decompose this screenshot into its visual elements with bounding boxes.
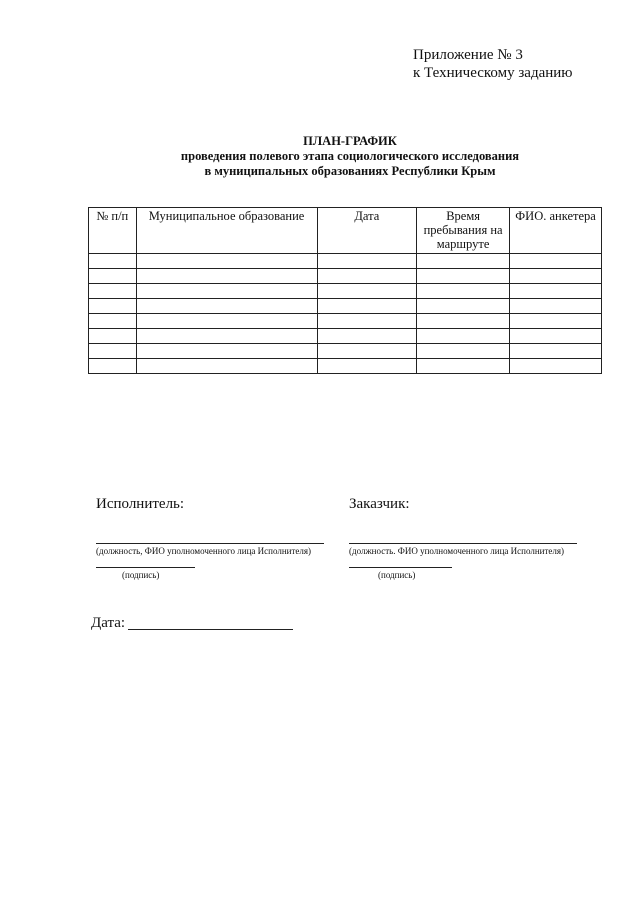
table-cell [510,299,602,314]
table-row [89,359,602,374]
table-cell [417,284,510,299]
table-cell [510,284,602,299]
table-cell [89,299,137,314]
table-cell [89,344,137,359]
header-number: № п/п [89,208,137,254]
appendix-note [413,46,573,82]
table-cell [510,344,602,359]
appendix-reference: к Техническому заданию [413,65,573,81]
table-row [89,284,602,299]
table-cell [136,254,317,269]
table-cell [317,299,417,314]
table-cell [317,329,417,344]
schedule-table [88,207,602,374]
executor-position-line [96,543,324,544]
table-body [89,254,602,374]
table-row [89,329,602,344]
title-subtitle-2: в муниципальных образованиях Республики Крым [204,164,496,178]
table-header-row [89,208,602,254]
table-cell [317,269,417,284]
header-time-on-route: Время пребывания на маршруте [417,208,510,254]
table-cell [417,329,510,344]
table-cell [510,254,602,269]
customer-position-line [349,543,577,544]
date-label: Дата: [91,615,126,631]
table-row [89,314,602,329]
table-cell [89,314,137,329]
table-cell [317,359,417,374]
table-cell [510,329,602,344]
table-cell [417,269,510,284]
table-cell [317,284,417,299]
table-cell [317,254,417,269]
table-cell [136,359,317,374]
table-cell [136,344,317,359]
executor-heading: Исполнитель: [96,496,185,512]
table-row [89,299,602,314]
header-interviewer-name: ФИО. анкетера [510,208,602,254]
table-cell [317,314,417,329]
table-cell [417,314,510,329]
table-cell [417,299,510,314]
title-subtitle-1: проведения полевого этапа социологического исследования [180,149,520,163]
customer-signature-caption: (подпись) [378,570,416,580]
document-title [150,134,550,179]
table-row [89,254,602,269]
customer-position-caption: (должность. ФИО уполномоченного лица Исполнителя) [349,546,565,556]
executor-signature-line [96,567,195,568]
table-cell [317,344,417,359]
title-main: ПЛАН-ГРАФИК [303,134,397,148]
table-cell [89,269,137,284]
table-cell [417,359,510,374]
table-cell [89,284,137,299]
table-row [89,344,602,359]
table-cell [510,359,602,374]
table-cell [136,329,317,344]
executor-signature-caption: (подпись) [122,570,160,580]
table-cell [89,329,137,344]
table-cell [136,284,317,299]
table-cell [510,269,602,284]
table-row [89,269,602,284]
table-cell [417,344,510,359]
table-cell [136,269,317,284]
table-cell [136,314,317,329]
table-cell [89,254,137,269]
appendix-number: Приложение № 3 [413,47,523,63]
table-cell [510,314,602,329]
executor-position-caption: (должность, ФИО уполномоченного лица Исполнителя) [96,546,312,556]
table-cell [136,299,317,314]
table-cell [417,254,510,269]
date-line [128,629,293,630]
customer-heading: Заказчик: [349,496,410,512]
customer-signature-line [349,567,452,568]
table-cell [89,359,137,374]
header-date: Дата [317,208,417,254]
header-municipality: Муниципальное образование [136,208,317,254]
